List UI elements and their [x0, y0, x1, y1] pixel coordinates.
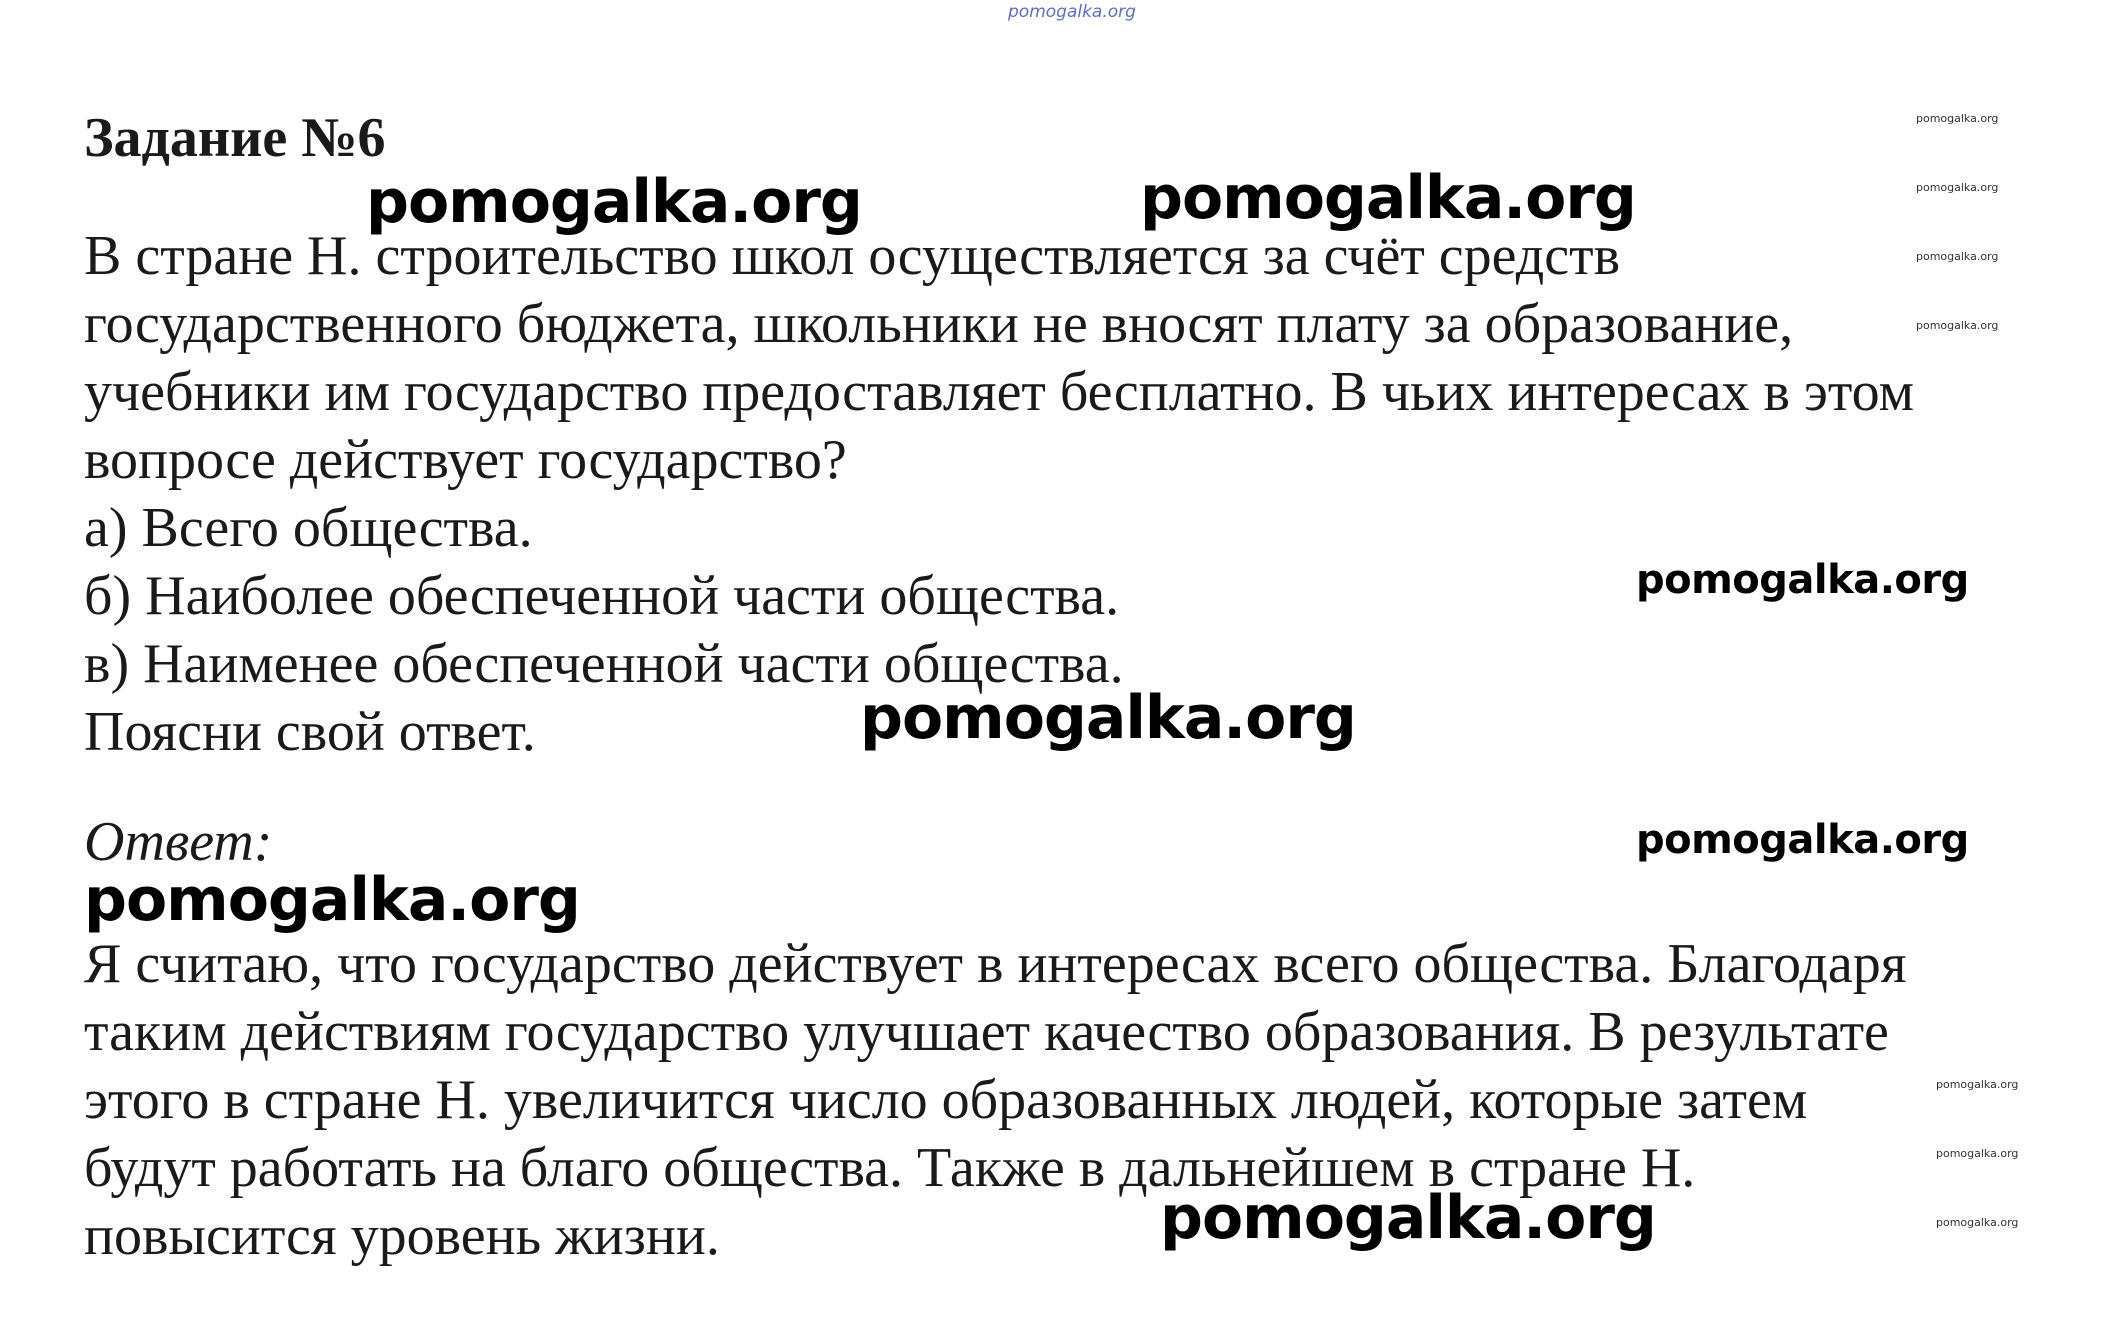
answer-label: Ответ: [84, 811, 273, 873]
answer-line: этого в стране Н. увеличится число образованных людей, которые затем [84, 1069, 1808, 1131]
watermark-logo: pomogalka.org [1916, 112, 1999, 125]
answer-line: Я считаю, что государство действует в интересах всего общества. Благодаря [84, 933, 1907, 995]
watermark-logo: pomogalka.org [84, 865, 580, 935]
watermark-logo: pomogalka.org [1936, 1216, 2019, 1229]
watermark-logo: pomogalka.org [860, 683, 1356, 753]
answer-line: таким действиям государство улучшает качество образования. В результате [84, 1001, 1889, 1063]
question-line: государственного бюджета, школьники не вносят плату за образование, [84, 293, 1794, 355]
watermark-logo: pomogalka.org [1636, 817, 1969, 863]
watermark-logo: pomogalka.org [1916, 181, 1999, 194]
watermark-logo: pomogalka.org [1160, 1183, 1656, 1253]
option-a: а) Всего общества. [84, 497, 533, 559]
watermark-logo: pomogalka.org [1140, 163, 1636, 233]
watermark-logo: pomogalka.org [1916, 250, 1999, 263]
explain-prompt: Поясни свой ответ. [84, 701, 536, 763]
header-watermark: pomogalka.org [1008, 2, 1136, 22]
answer-line: повысится уровень жизни. [84, 1205, 720, 1267]
watermark-logo: pomogalka.org [1936, 1078, 2019, 1091]
option-c: в) Наименее обеспеченной части общества. [84, 633, 1124, 695]
question-line: В стране Н. строительство школ осуществляется за счёт средств [84, 225, 1621, 287]
question-line: учебники им государство предоставляет бесплатно. В чьих интересах в этом [84, 361, 1915, 423]
watermark-logo: pomogalka.org [1916, 319, 1999, 332]
task-title: Задание №6 [84, 107, 386, 169]
watermark-logo: pomogalka.org [366, 167, 862, 237]
answer-line: будут работать на благо общества. Также в дальнейшем в стране Н. [84, 1137, 1696, 1199]
option-b: б) Наиболее обеспеченной части общества. [84, 565, 1120, 627]
watermark-logo: pomogalka.org [1636, 557, 1969, 603]
watermark-logo: pomogalka.org [1936, 1147, 2019, 1160]
question-line: вопросе действует государство? [84, 429, 847, 491]
